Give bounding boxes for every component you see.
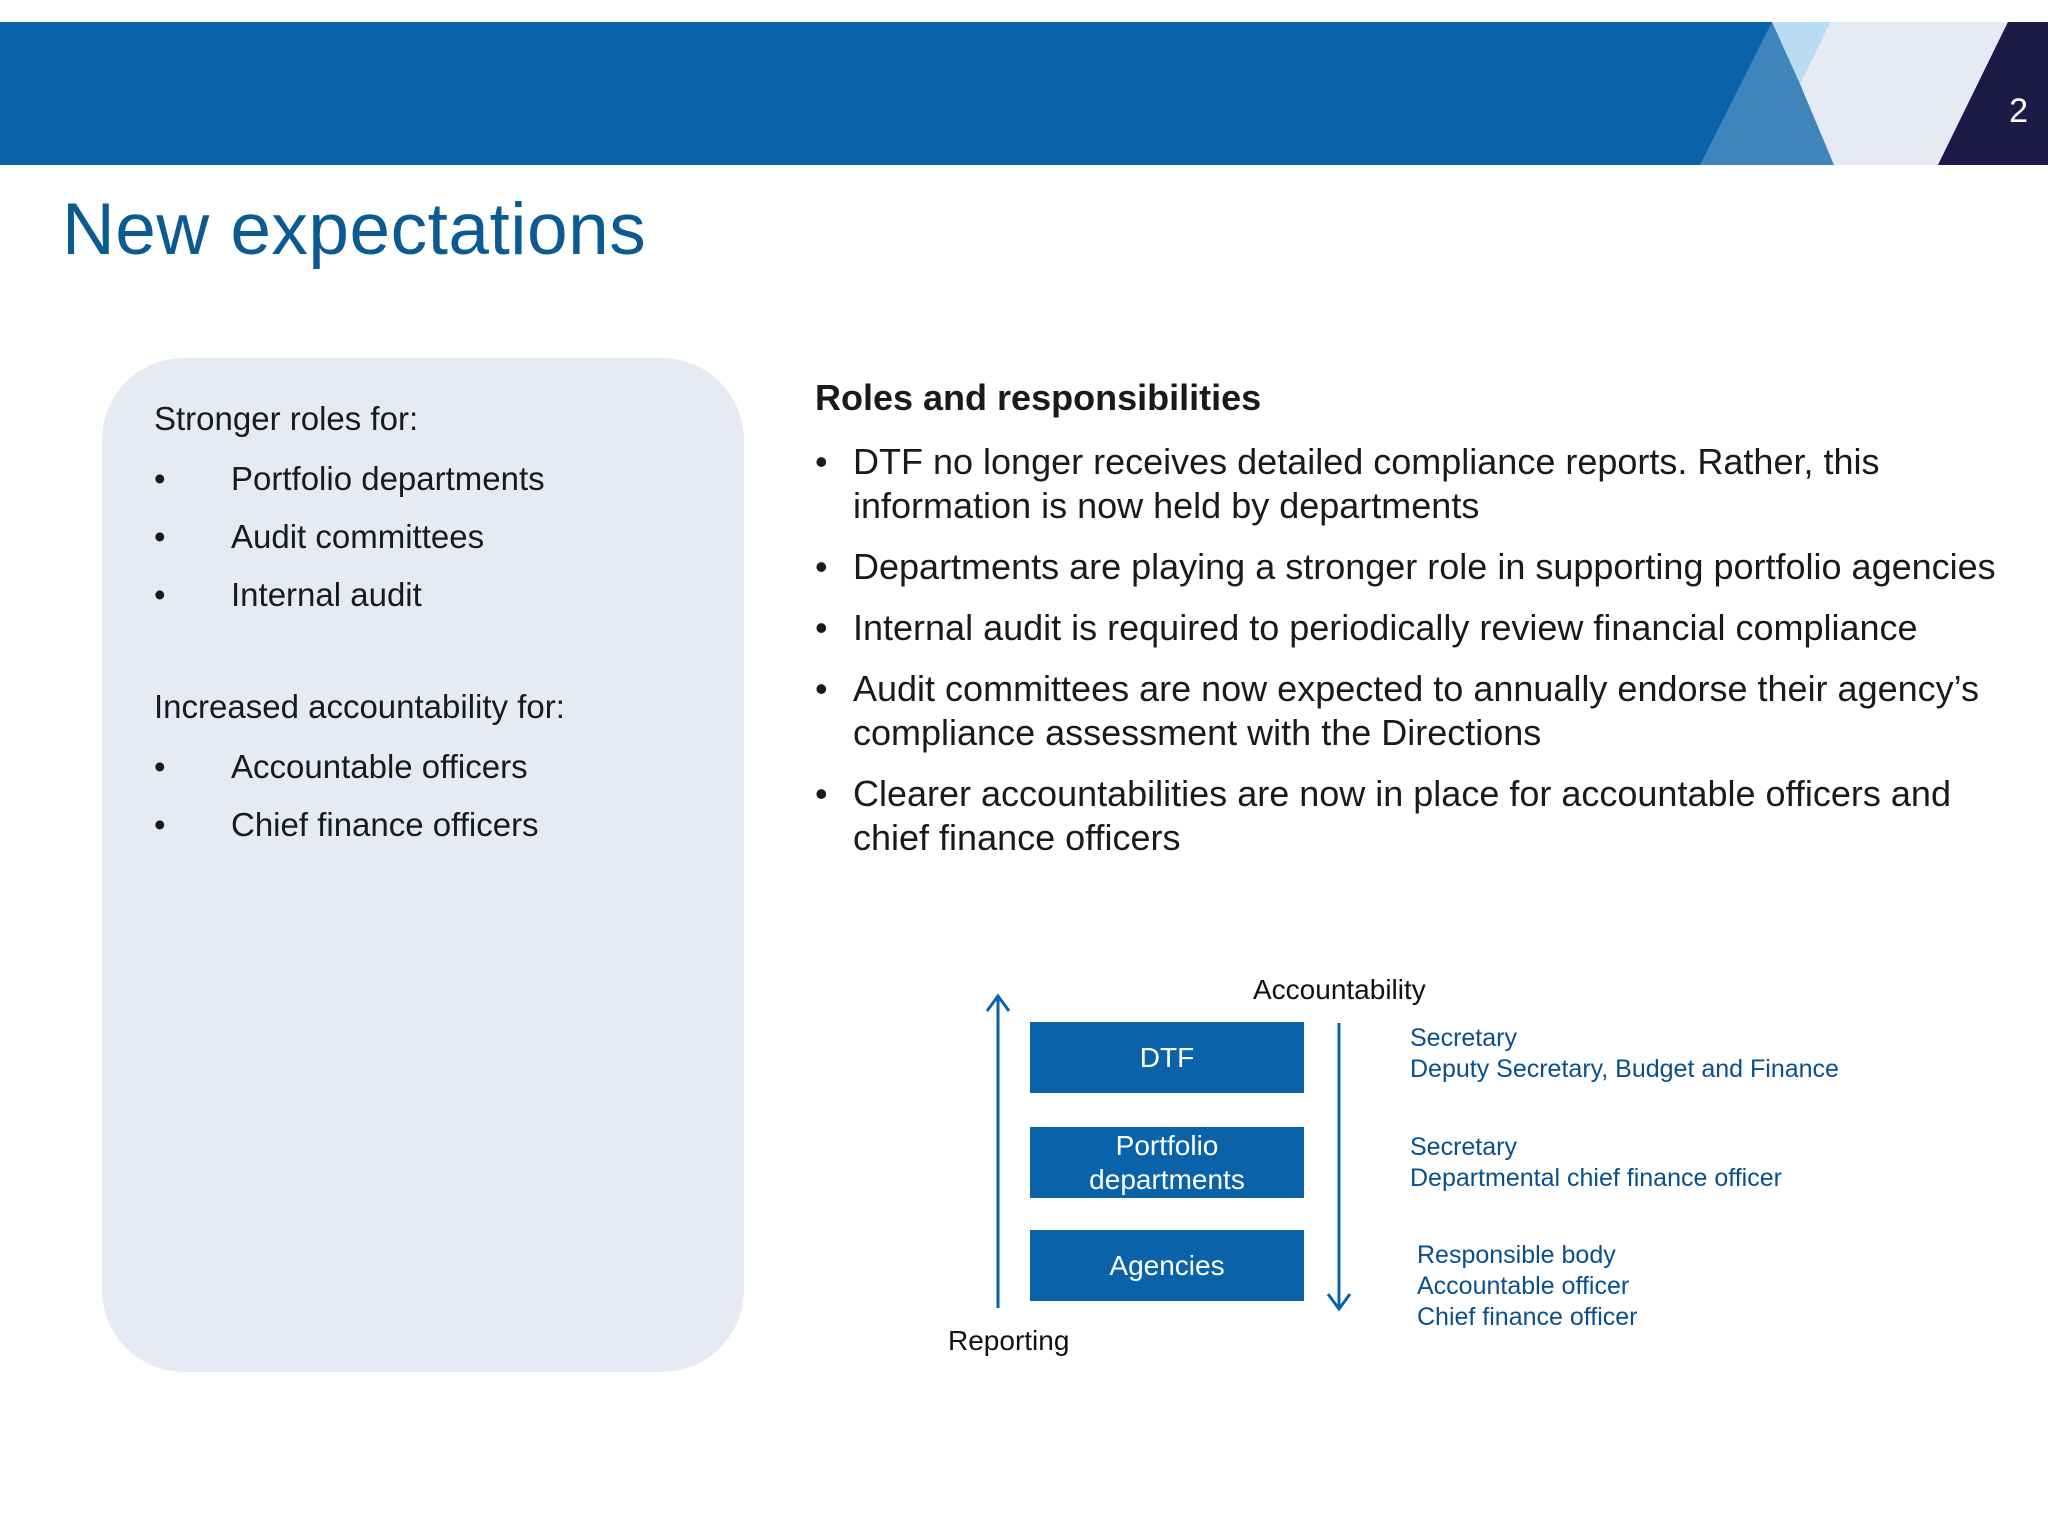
list-item: • Clearer accountabilities are now in place for accountable officers and chief finance officers — [815, 773, 1951, 858]
bullet: • — [815, 546, 828, 587]
list-item: • Departments are playing a stronger role in supporting portfolio agencies — [815, 546, 1996, 587]
accountability-diagram — [940, 975, 1880, 1365]
list-item: • Chief finance officers — [154, 796, 539, 854]
reporting-label: Reporting — [948, 1325, 1070, 1356]
bullet: • — [815, 773, 828, 814]
roles-heading: Roles and responsibilities — [815, 377, 1262, 418]
bullet: • — [154, 460, 166, 497]
list-item: • Internal audit is required to periodically review financial compliance — [815, 607, 1918, 648]
list-item: • DTF no longer receives detailed compliance reports. Rather, this information is now held by departments — [815, 441, 1880, 526]
bullet: • — [154, 576, 166, 613]
agencies-roles: Responsible body Accountable officer Chief finance officer — [1417, 1241, 1638, 1331]
stronger-roles-heading: Stronger roles for: — [154, 400, 419, 437]
bullet: • — [815, 607, 828, 648]
list-item: • Accountable officers — [154, 738, 539, 796]
bullet: • — [815, 441, 828, 482]
list-item: • Audit committees — [154, 508, 545, 566]
agencies-box: Agencies — [1030, 1230, 1304, 1301]
page-number: 2 — [2009, 92, 2028, 130]
bullet: • — [154, 806, 166, 843]
roles-list — [815, 440, 2015, 877]
page-title: New expectations — [62, 189, 647, 270]
dtf-box: DTF — [1030, 1022, 1304, 1093]
portfolio-departments-box: Portfolio departments — [1030, 1127, 1304, 1198]
accountability-list — [154, 738, 539, 854]
bullet: • — [154, 518, 166, 555]
summary-panel — [102, 358, 744, 1372]
stronger-roles-list — [154, 450, 545, 624]
dtf-roles: Secretary Deputy Secretary, Budget and Finance — [1410, 1024, 1839, 1083]
accountability-heading: Increased accountability for: — [154, 688, 565, 725]
portfolio-roles: Secretary Departmental chief finance officer — [1410, 1133, 1782, 1192]
bullet: • — [154, 748, 166, 785]
list-item: • Portfolio departments — [154, 450, 545, 508]
accountability-label: Accountability — [1253, 974, 1426, 1005]
header-banner — [0, 22, 2048, 165]
bullet: • — [815, 668, 828, 709]
list-item: • Internal audit — [154, 566, 545, 624]
list-item: • Audit committees are now expected to annually endorse their agency’s compliance assessment with the Directions — [815, 668, 1979, 753]
